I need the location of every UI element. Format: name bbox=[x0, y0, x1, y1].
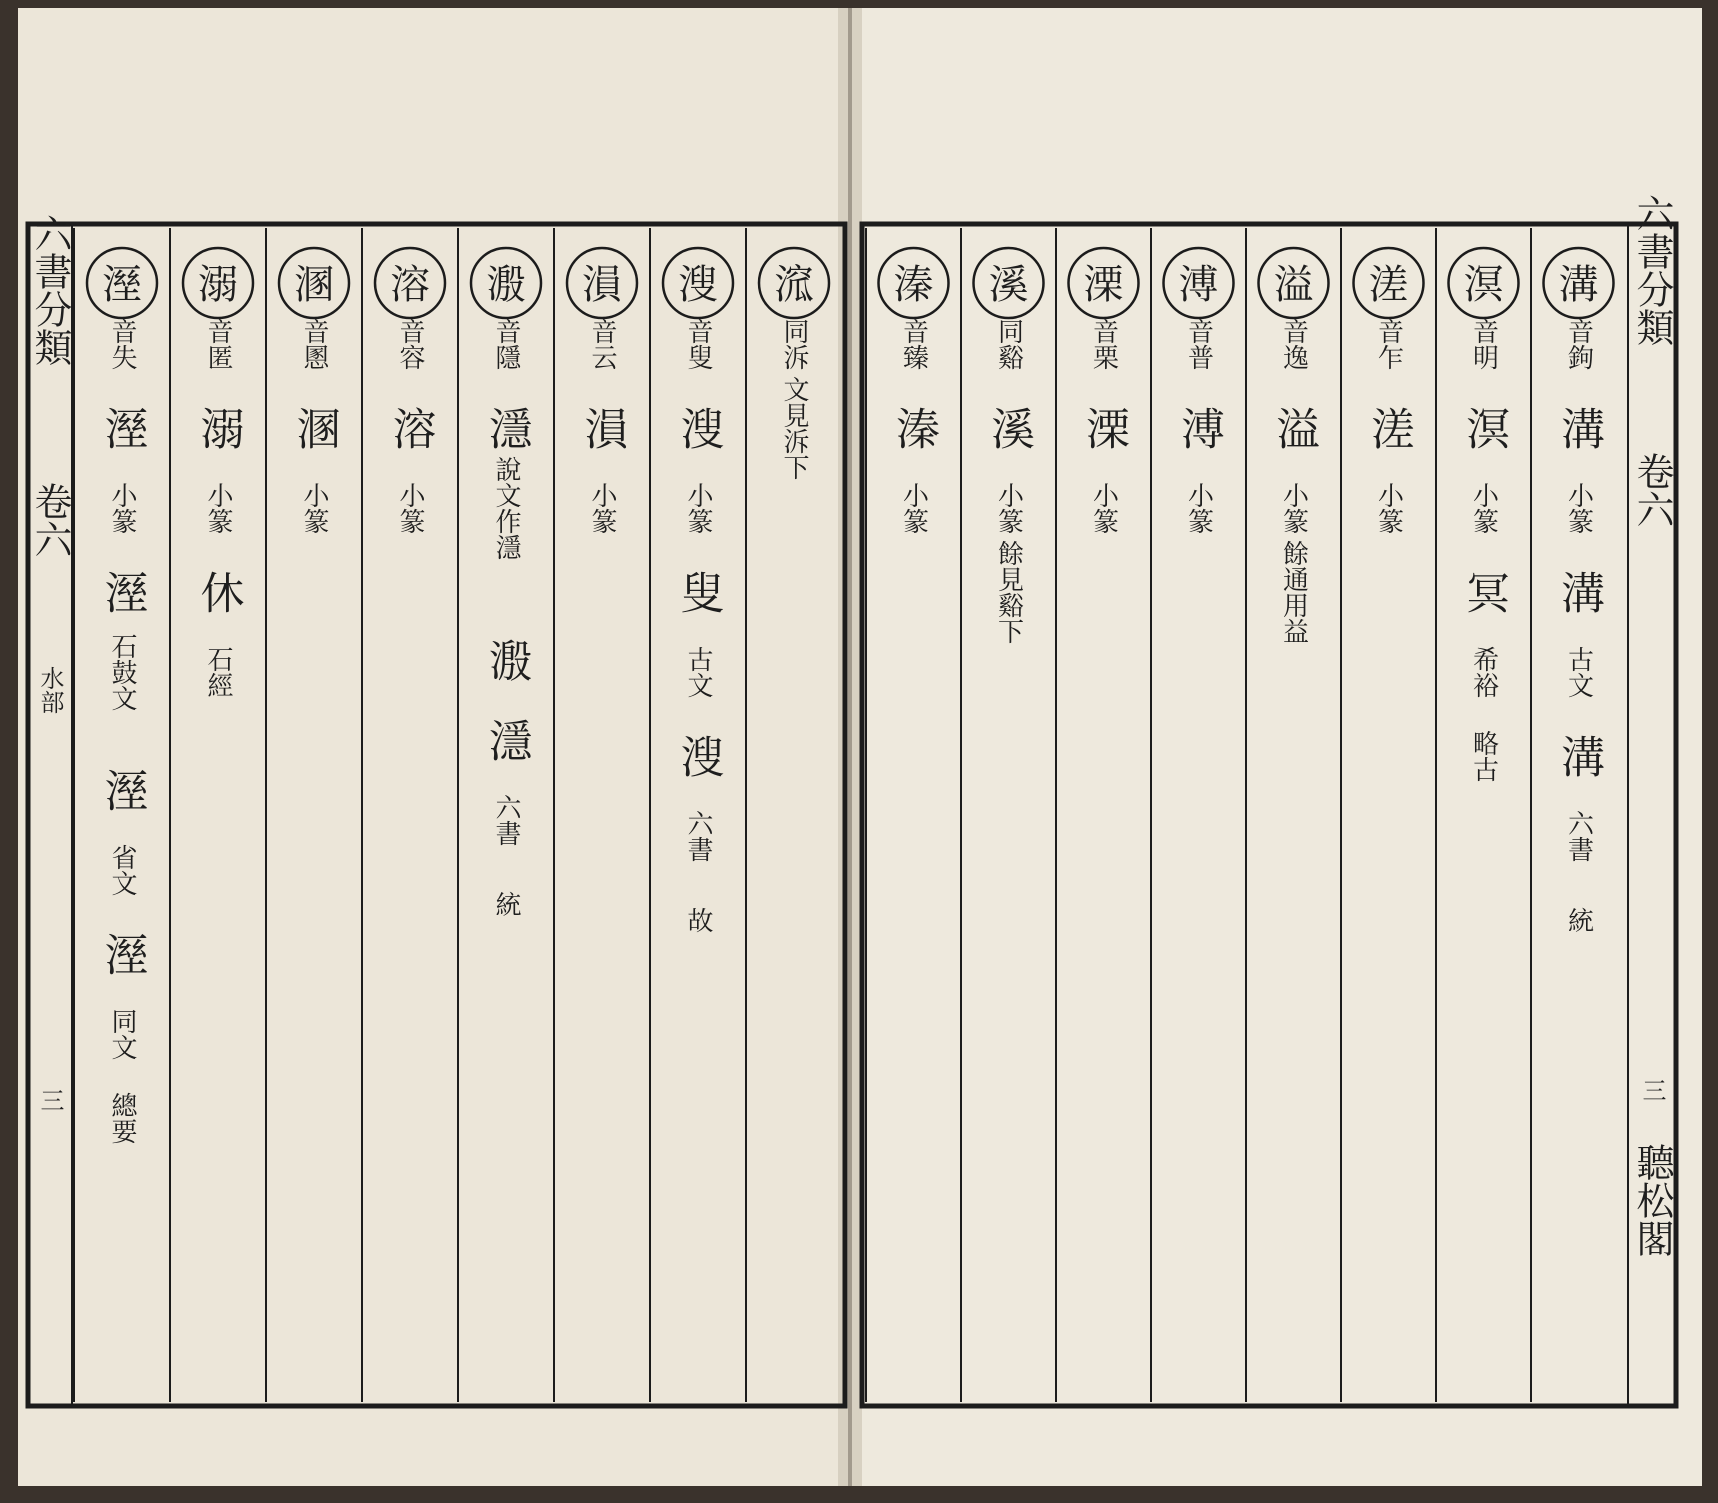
gutter-shadow bbox=[838, 8, 862, 1486]
head-character: 溢 bbox=[1273, 262, 1314, 308]
right-volume-label: 卷六 bbox=[1630, 452, 1674, 528]
annotation-text: 音明 bbox=[1468, 318, 1499, 370]
annotation-text: 音普 bbox=[1183, 318, 1214, 370]
seal-form-glyph: 溱 bbox=[888, 406, 939, 450]
right-running-title: 六書分類 bbox=[1630, 194, 1674, 346]
seal-form-glyph: 溷 bbox=[288, 406, 340, 450]
annotation-text: 略古 bbox=[1468, 730, 1499, 782]
annotation-text: 音慁 bbox=[299, 318, 329, 370]
head-character: 溱 bbox=[893, 262, 934, 308]
annotation-text: 統 bbox=[1563, 907, 1594, 933]
left-page-paper bbox=[18, 8, 848, 1486]
seal-form-glyph: 溳 bbox=[576, 406, 628, 450]
annotation-text: 古文 bbox=[1563, 646, 1594, 698]
left-running-title: 六書分類 bbox=[28, 214, 72, 366]
seal-form-glyph: 溵 bbox=[480, 638, 532, 682]
head-character: 溼 bbox=[102, 262, 142, 308]
seal-form-glyph: 溲 bbox=[672, 734, 724, 778]
annotation-text: 總要 bbox=[107, 1092, 137, 1144]
annotation-text: 同谿 bbox=[993, 318, 1024, 370]
annotation-text: 統 bbox=[491, 891, 521, 917]
annotation-text: 音乍 bbox=[1373, 318, 1404, 370]
left-leaf-number: 三 bbox=[36, 1088, 64, 1112]
annotation-text: 小篆 bbox=[587, 482, 617, 534]
seal-form-glyph: 溟 bbox=[1458, 406, 1509, 450]
left-section-label: 水部 bbox=[36, 666, 64, 714]
annotation-text: 小篆 bbox=[1468, 482, 1499, 534]
annotation-text: 小篆 bbox=[683, 482, 713, 534]
annotation-text: 希裕 bbox=[1468, 646, 1499, 698]
annotation-text: 音叟 bbox=[683, 318, 713, 370]
seal-form-glyph: 溧 bbox=[1078, 406, 1129, 450]
annotation-text: 說文作濦 bbox=[491, 456, 521, 560]
right-leaf-number: 三 bbox=[1638, 1078, 1666, 1102]
seal-form-glyph: 溝 bbox=[1553, 734, 1604, 778]
publisher-name: 聽松閣 bbox=[1630, 1143, 1674, 1257]
annotation-text: 省文 bbox=[107, 844, 137, 896]
head-character: 溧 bbox=[1083, 262, 1124, 308]
annotation-text: 小篆 bbox=[299, 482, 329, 534]
annotation-text: 六書 bbox=[683, 810, 713, 862]
head-character: 溠 bbox=[1368, 262, 1409, 308]
seal-form-glyph: 溥 bbox=[1173, 406, 1224, 450]
seal-form-glyph: 溪 bbox=[983, 406, 1034, 450]
annotation-text: 音鉤 bbox=[1563, 318, 1594, 370]
seal-form-glyph: 溢 bbox=[1268, 406, 1319, 450]
annotation-text: 餘見谿下 bbox=[993, 540, 1024, 644]
seal-form-glyph: 濦 bbox=[480, 406, 532, 450]
head-character: 溛 bbox=[774, 262, 814, 308]
annotation-text: 小篆 bbox=[1373, 482, 1404, 534]
annotation-text: 餘通用益 bbox=[1278, 540, 1309, 644]
head-character: 溟 bbox=[1463, 262, 1504, 308]
seal-form-glyph: 溲 bbox=[672, 406, 724, 450]
annotation-text: 小篆 bbox=[395, 482, 425, 534]
annotation-text: 石鼓文 bbox=[107, 633, 137, 711]
annotation-text: 故 bbox=[683, 907, 713, 933]
head-character: 溷 bbox=[294, 262, 334, 308]
annotation-text: 小篆 bbox=[107, 482, 137, 534]
annotation-text: 小篆 bbox=[203, 482, 233, 534]
head-character: 溶 bbox=[390, 262, 430, 308]
head-character: 溪 bbox=[988, 262, 1029, 308]
annotation-text: 同泝 bbox=[779, 318, 809, 370]
annotation-text: 小篆 bbox=[1278, 482, 1309, 534]
head-character: 溺 bbox=[198, 262, 238, 308]
annotation-text: 六書 bbox=[491, 794, 521, 846]
annotation-text: 音逸 bbox=[1278, 318, 1309, 370]
seal-form-glyph: 溼 bbox=[96, 932, 148, 976]
annotation-text: 六書 bbox=[1563, 810, 1594, 862]
seal-form-glyph: 溝 bbox=[1553, 406, 1604, 450]
seal-form-glyph: 溼 bbox=[96, 406, 148, 450]
annotation-text: 音云 bbox=[587, 318, 617, 370]
head-character: 溳 bbox=[582, 262, 622, 308]
seal-form-glyph: 冥 bbox=[1458, 570, 1509, 614]
annotation-text: 小篆 bbox=[1183, 482, 1214, 534]
seal-form-glyph: 休 bbox=[192, 570, 244, 614]
annotation-text: 小篆 bbox=[1088, 482, 1119, 534]
annotation-text: 音失 bbox=[107, 318, 137, 370]
seal-form-glyph: 叟 bbox=[672, 570, 724, 614]
head-character: 溲 bbox=[678, 262, 718, 308]
annotation-text: 音容 bbox=[395, 318, 425, 370]
left-volume-label: 卷六 bbox=[28, 482, 72, 558]
head-character: 溥 bbox=[1178, 262, 1219, 308]
seal-form-glyph: 濦 bbox=[480, 718, 532, 762]
annotation-text: 音栗 bbox=[1088, 318, 1119, 370]
seal-form-glyph: 溝 bbox=[1553, 570, 1604, 614]
seal-form-glyph: 溠 bbox=[1363, 406, 1414, 450]
annotation-text: 古文 bbox=[683, 646, 713, 698]
head-character: 溝 bbox=[1558, 262, 1599, 308]
seal-form-glyph: 溼 bbox=[96, 768, 148, 812]
annotation-text: 音匿 bbox=[203, 318, 233, 370]
annotation-text: 石經 bbox=[203, 646, 233, 698]
annotation-text: 音隱 bbox=[491, 318, 521, 370]
seal-form-glyph: 溶 bbox=[384, 406, 436, 450]
annotation-text: 音臻 bbox=[898, 318, 929, 370]
annotation-text: 小篆 bbox=[993, 482, 1024, 534]
seal-form-glyph: 溼 bbox=[96, 570, 148, 614]
annotation-text: 小篆 bbox=[898, 482, 929, 534]
annotation-text: 小篆 bbox=[1563, 482, 1594, 534]
head-character: 溵 bbox=[486, 262, 526, 308]
seal-form-glyph: 溺 bbox=[192, 406, 244, 450]
annotation-text: 文見泝下 bbox=[779, 376, 809, 480]
annotation-text: 同文 bbox=[107, 1008, 137, 1060]
